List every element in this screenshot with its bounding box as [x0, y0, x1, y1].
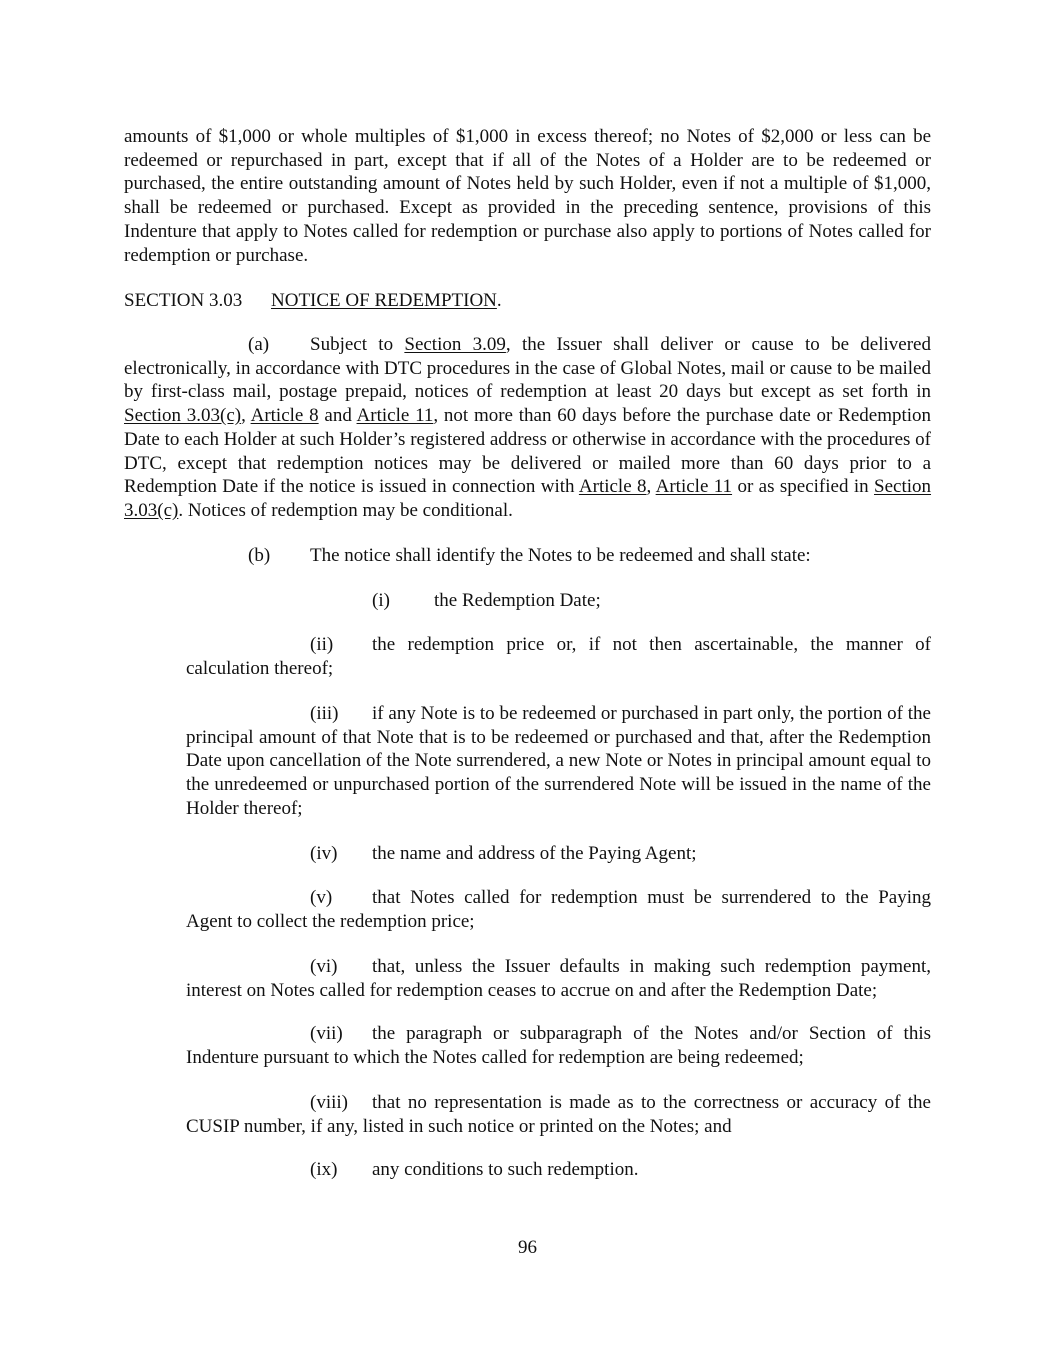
list-item [186, 886, 931, 933]
paragraph-a [124, 333, 931, 523]
paragraph-a-text: . Notices of redemption may be conditional. [178, 499, 513, 521]
list-item [186, 702, 931, 821]
list-item-text: the paragraph or subparagraph of the Notes and/or Section of this Indenture pursuant to which the Notes called for redemption are being redeemed; [186, 1023, 931, 1068]
paragraph-b [124, 544, 931, 568]
list-item-text: that no representation is made as to the correctness or accuracy of the CUSIP number, if any, listed in such notice or printed on the Notes; and [186, 1092, 931, 1137]
section-heading [124, 289, 502, 313]
list-item-label: (iv) [310, 843, 338, 864]
list-item-label: (vi) [310, 956, 338, 977]
section-3-09-ref: Section 3.09 [404, 334, 506, 355]
list-item [186, 1158, 931, 1182]
list-item-text: that Notes called for redemption must be surrendered to the Paying Agent to collect the redemption price; [186, 887, 931, 932]
article-11-ref: Article 11 [356, 405, 434, 427]
list-item-label: (vii) [310, 1023, 343, 1044]
list-item [186, 1091, 931, 1138]
paragraph-a-text: , [646, 476, 656, 498]
list-item-text: any conditions to such redemption. [372, 1159, 639, 1180]
paragraph-b-label: (b) [248, 545, 271, 566]
section-3-03c-ref: Section 3.03(c) [124, 405, 242, 427]
list-item [186, 955, 931, 1002]
section-title: NOTICE OF REDEMPTION [271, 290, 497, 311]
article-8-ref: Article 8 [250, 405, 319, 427]
paragraph-a-text: and [318, 405, 357, 427]
section-title-suffix: . [496, 290, 502, 311]
section-number: SECTION 3.03 [124, 290, 243, 311]
paragraph-a-label: (a) [248, 334, 270, 355]
list-item-text: the Redemption Date; [434, 590, 601, 611]
paragraph-a-text: , the Issuer shall deliver or cause to be delivered electronically, in accordance with DTC procedures in the case of Global Notes, mail or cause to be mailed by first-class mail, postage prepaid, notices of redemption at least 20 days but except as set forth in [124, 334, 931, 403]
paragraph-b-text: The notice shall identify the Notes to be redeemed and shall state: [310, 545, 811, 566]
intro-paragraph: amounts of $1,000 or whole multiples of $1,000 in excess thereof; no Notes of $2,000 or less can be redeemed or repurchased in part, except that if all of the Notes of a Holder are to be redeemed or purchased, the entire outstanding amount of Notes held by such Holder, even if not a multiple of $1,000, shall be redeemed or purchased. Except as provided in the preceding sentence, provisions of this Indenture that apply to Notes called for redemption or purchase also apply to portions of Notes called for redemption or purchase. [124, 126, 931, 266]
paragraph-a-text: , [241, 405, 251, 427]
list-item [186, 1022, 931, 1069]
list-item-label: (viii) [310, 1092, 348, 1113]
list-item-text: that, unless the Issuer defaults in making such redemption payment, interest on Notes called for redemption ceases to accrue on and after the Redemption Date; [186, 956, 931, 1001]
paragraph-a-text: Subject to [310, 334, 405, 355]
list-item-text: if any Note is to be redeemed or purchased in part only, the portion of the principal amount of that Note that is to be redeemed or purchased and that, after the Redemption Date upon cancellation of the Note surrendered, a new Note or Notes in principal amount equal to the unredeemed or unpurchased portion of the surrendered Note will be issued in the name of the Holder thereof; [186, 703, 931, 819]
list-item [186, 842, 931, 866]
article-8-ref: Article 8 [578, 476, 647, 498]
list-item [186, 589, 931, 613]
list-item-label: (iii) [310, 703, 339, 724]
list-item-text: the name and address of the Paying Agent; [372, 843, 697, 864]
list-item [186, 633, 931, 680]
list-item-text: the redemption price or, if not then ascertainable, the manner of calculation thereof; [186, 634, 931, 679]
section-3-03c-ref: Section 3.03(c) [124, 476, 932, 521]
list-item-label: (ix) [310, 1159, 338, 1180]
list-item-label: (v) [310, 887, 333, 908]
article-11-ref: Article 11 [655, 476, 733, 498]
paragraph-a-text: or as specified in [732, 476, 875, 498]
list-item-label: (ii) [310, 634, 334, 655]
page-number: 96 [518, 1237, 537, 1258]
paragraph-a-text: , not more than 60 days before the purchase date or Redemption Date to each Holder at such Holder’s registered address or otherwise in accordance with the procedures of DTC, except that redemption notices may be delivered or mailed more than 60 days prior to a Redemption Date if the notice is issued in connection with [124, 405, 932, 498]
list-item-label: (i) [372, 590, 390, 611]
